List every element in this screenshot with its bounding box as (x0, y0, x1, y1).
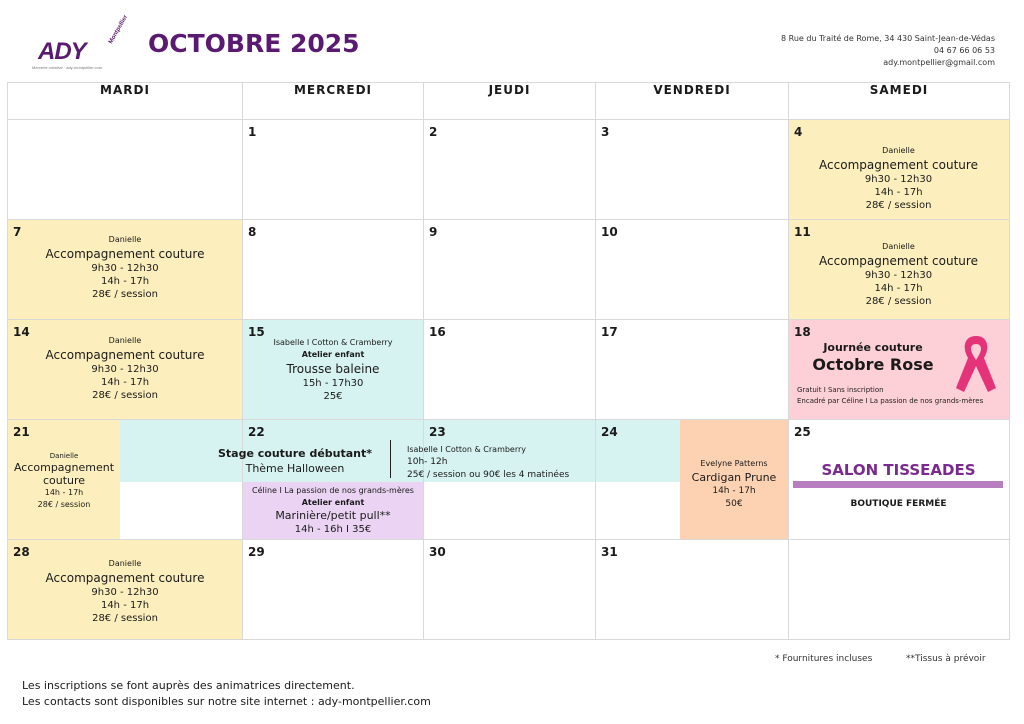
event-instructor: Isabelle I Cotton & Cramberry (273, 338, 393, 347)
contact-block (781, 33, 995, 69)
day-header-vendredi: VENDREDI (653, 83, 731, 97)
event-kind: Atelier enfant (301, 350, 365, 359)
grid-divider (8, 419, 1009, 420)
event-time: 14h - 17h (44, 488, 84, 497)
footer-line: Les inscriptions se font auprès des animatrices directement. (22, 679, 355, 692)
date-number: 2 (429, 125, 438, 139)
event-price: 28€ / session (865, 296, 932, 307)
event-mariniere (243, 485, 423, 536)
event-time-morning: 9h30 - 12h30 (91, 263, 159, 274)
event-accompagnement-28 (8, 558, 242, 625)
event-time-afternoon: 14h - 17h (874, 187, 923, 198)
event-price: 28€ / session (92, 613, 158, 624)
event-price: 28€ / session (92, 390, 158, 401)
date-number: 9 (429, 225, 438, 239)
date-number: 23 (429, 425, 446, 439)
event-title: Accompagnement couture (45, 571, 205, 585)
event-time-morning: 9h30 - 12h30 (864, 174, 933, 185)
event-title: Octobre Rose (812, 355, 934, 374)
legend-fournitures: * Fournitures incluses (775, 654, 873, 664)
grid-divider (8, 119, 1009, 120)
date-number: 29 (248, 545, 265, 559)
date-number: 16 (429, 325, 446, 339)
event-accompagnement-11 (788, 241, 1009, 308)
event-accompagnement-14 (8, 335, 242, 402)
event-price: 28€ / session (37, 500, 91, 509)
event-status: BOUTIQUE FERMÉE (850, 499, 947, 509)
event-instructor: Danielle (882, 242, 915, 251)
date-number: 11 (794, 225, 811, 239)
date-number: 7 (13, 225, 22, 239)
event-time-afternoon: 14h - 17h (100, 600, 150, 611)
event-title-line2: couture (42, 474, 86, 487)
day-header-mercredi: MERCREDI (293, 83, 373, 97)
event-time: 14h - 17h (712, 486, 756, 496)
event-time: 15h - 17h30 (302, 378, 364, 389)
event-time-morning: 9h30 - 12h30 (864, 270, 933, 281)
event-title: Accompagnement couture (819, 254, 978, 268)
event-accompagnement-7 (8, 234, 242, 301)
event-title: Accompagnement couture (45, 247, 205, 261)
event-instructor: Danielle (882, 146, 915, 155)
logo-tagline: Mercerie créative · ady-montpellier.com (32, 65, 103, 70)
event-price: 50€ (725, 499, 743, 509)
day-header-samedi: SAMEDI (869, 83, 929, 97)
event-instructor: Céline I La passion de nos grands-mères (252, 486, 414, 495)
date-number: 22 (248, 425, 265, 439)
grid-divider (8, 319, 1009, 320)
legend-tissus: **Tissus à prévoir (906, 654, 986, 664)
footer-line: Les contacts sont disponibles sur notre site internet : ady-montpellier.com (22, 695, 431, 708)
date-number: 18 (794, 325, 811, 339)
date-number: 31 (601, 545, 618, 559)
event-instructor: Danielle (49, 452, 79, 460)
event-title: Marinière/petit pull** (275, 509, 391, 522)
event-stage-details (407, 443, 569, 482)
event-instructor: Danielle (108, 559, 142, 568)
event-instructor: Danielle (108, 235, 142, 244)
event-stage-couture (200, 447, 390, 477)
event-trousse-baleine (243, 337, 423, 403)
event-subtitle: Journée couture (823, 341, 923, 354)
pink-ribbon-icon (952, 332, 1000, 394)
date-number: 24 (601, 425, 618, 439)
date-number: 1 (248, 125, 257, 139)
address: 8 Rue du Traité de Rome, 34 430 Saint-Jean-de-Védas (781, 34, 995, 43)
day-header-mardi: MARDI (100, 83, 150, 97)
event-price: 28€ / session (865, 200, 932, 211)
event-title: SALON TISSEADES (821, 461, 976, 479)
event-time: 14h - 16h I 35€ (294, 524, 372, 535)
event-instructor: Isabelle I Cotton & Cramberry (407, 445, 527, 454)
ady-logo (30, 14, 130, 74)
event-note: Gratuit I Sans inscription (797, 386, 884, 394)
date-number: 3 (601, 125, 610, 139)
date-number: 17 (601, 325, 618, 339)
date-number: 14 (13, 325, 30, 339)
date-number: 30 (429, 545, 446, 559)
event-title: Stage couture débutant* (217, 447, 373, 460)
event-price: 25€ / session ou 90€ les 4 matinées (407, 470, 570, 480)
event-note: Encadré par Céline I La passion de nos grands-mères (797, 397, 984, 405)
event-time-afternoon: 14h - 17h (100, 276, 150, 287)
event-price: 28€ / session (92, 289, 158, 300)
date-number: 15 (248, 325, 265, 339)
phone: 04 67 66 06 53 (933, 46, 995, 55)
event-time-afternoon: 14h - 17h (100, 377, 150, 388)
footer-notes (22, 678, 431, 710)
divider-line (390, 440, 391, 478)
grid-divider (595, 83, 596, 639)
event-accompagnement-4 (788, 145, 1009, 212)
event-octobre-rose (788, 341, 958, 376)
event-time-morning: 9h30 - 12h30 (91, 364, 159, 375)
date-number: 28 (13, 545, 30, 559)
event-title-line1: Accompagnement (13, 461, 115, 474)
event-time-morning: 9h30 - 12h30 (91, 587, 159, 598)
date-number: 4 (794, 125, 803, 139)
event-instructor: Evelyne Patterns (700, 459, 768, 468)
salon-bar (793, 481, 1003, 488)
page-title: OCTOBRE 2025 (148, 29, 360, 58)
event-title: Accompagnement couture (819, 158, 978, 172)
email: ady.montpellier@gmail.com (883, 58, 995, 67)
event-accompagnement-21 (8, 451, 120, 511)
date-number: 10 (601, 225, 618, 239)
event-kind: Atelier enfant (301, 498, 365, 507)
date-number: 21 (13, 425, 30, 439)
event-title: Trousse baleine (286, 362, 380, 376)
shop-closed-notice (788, 498, 1009, 510)
event-title: Accompagnement couture (45, 348, 205, 362)
event-time-afternoon: 14h - 17h (874, 283, 923, 294)
logo-side-text: Montpellier (108, 14, 130, 45)
event-time: 10h- 12h (407, 457, 448, 467)
event-price: 25€ (323, 391, 343, 402)
event-theme: Thème Halloween (245, 462, 345, 475)
event-salon-tisseades (788, 460, 1009, 480)
day-header-jeudi: JEUDI (488, 83, 531, 97)
grid-divider (8, 219, 1009, 220)
logo-wordmark: ADY (38, 38, 86, 65)
grid-divider (8, 539, 1009, 540)
event-title: Cardigan Prune (691, 471, 777, 484)
date-number: 25 (794, 425, 811, 439)
date-number: 8 (248, 225, 257, 239)
event-cardigan-prune (680, 458, 788, 511)
grid-divider (423, 83, 424, 639)
event-instructor: Danielle (108, 336, 142, 345)
